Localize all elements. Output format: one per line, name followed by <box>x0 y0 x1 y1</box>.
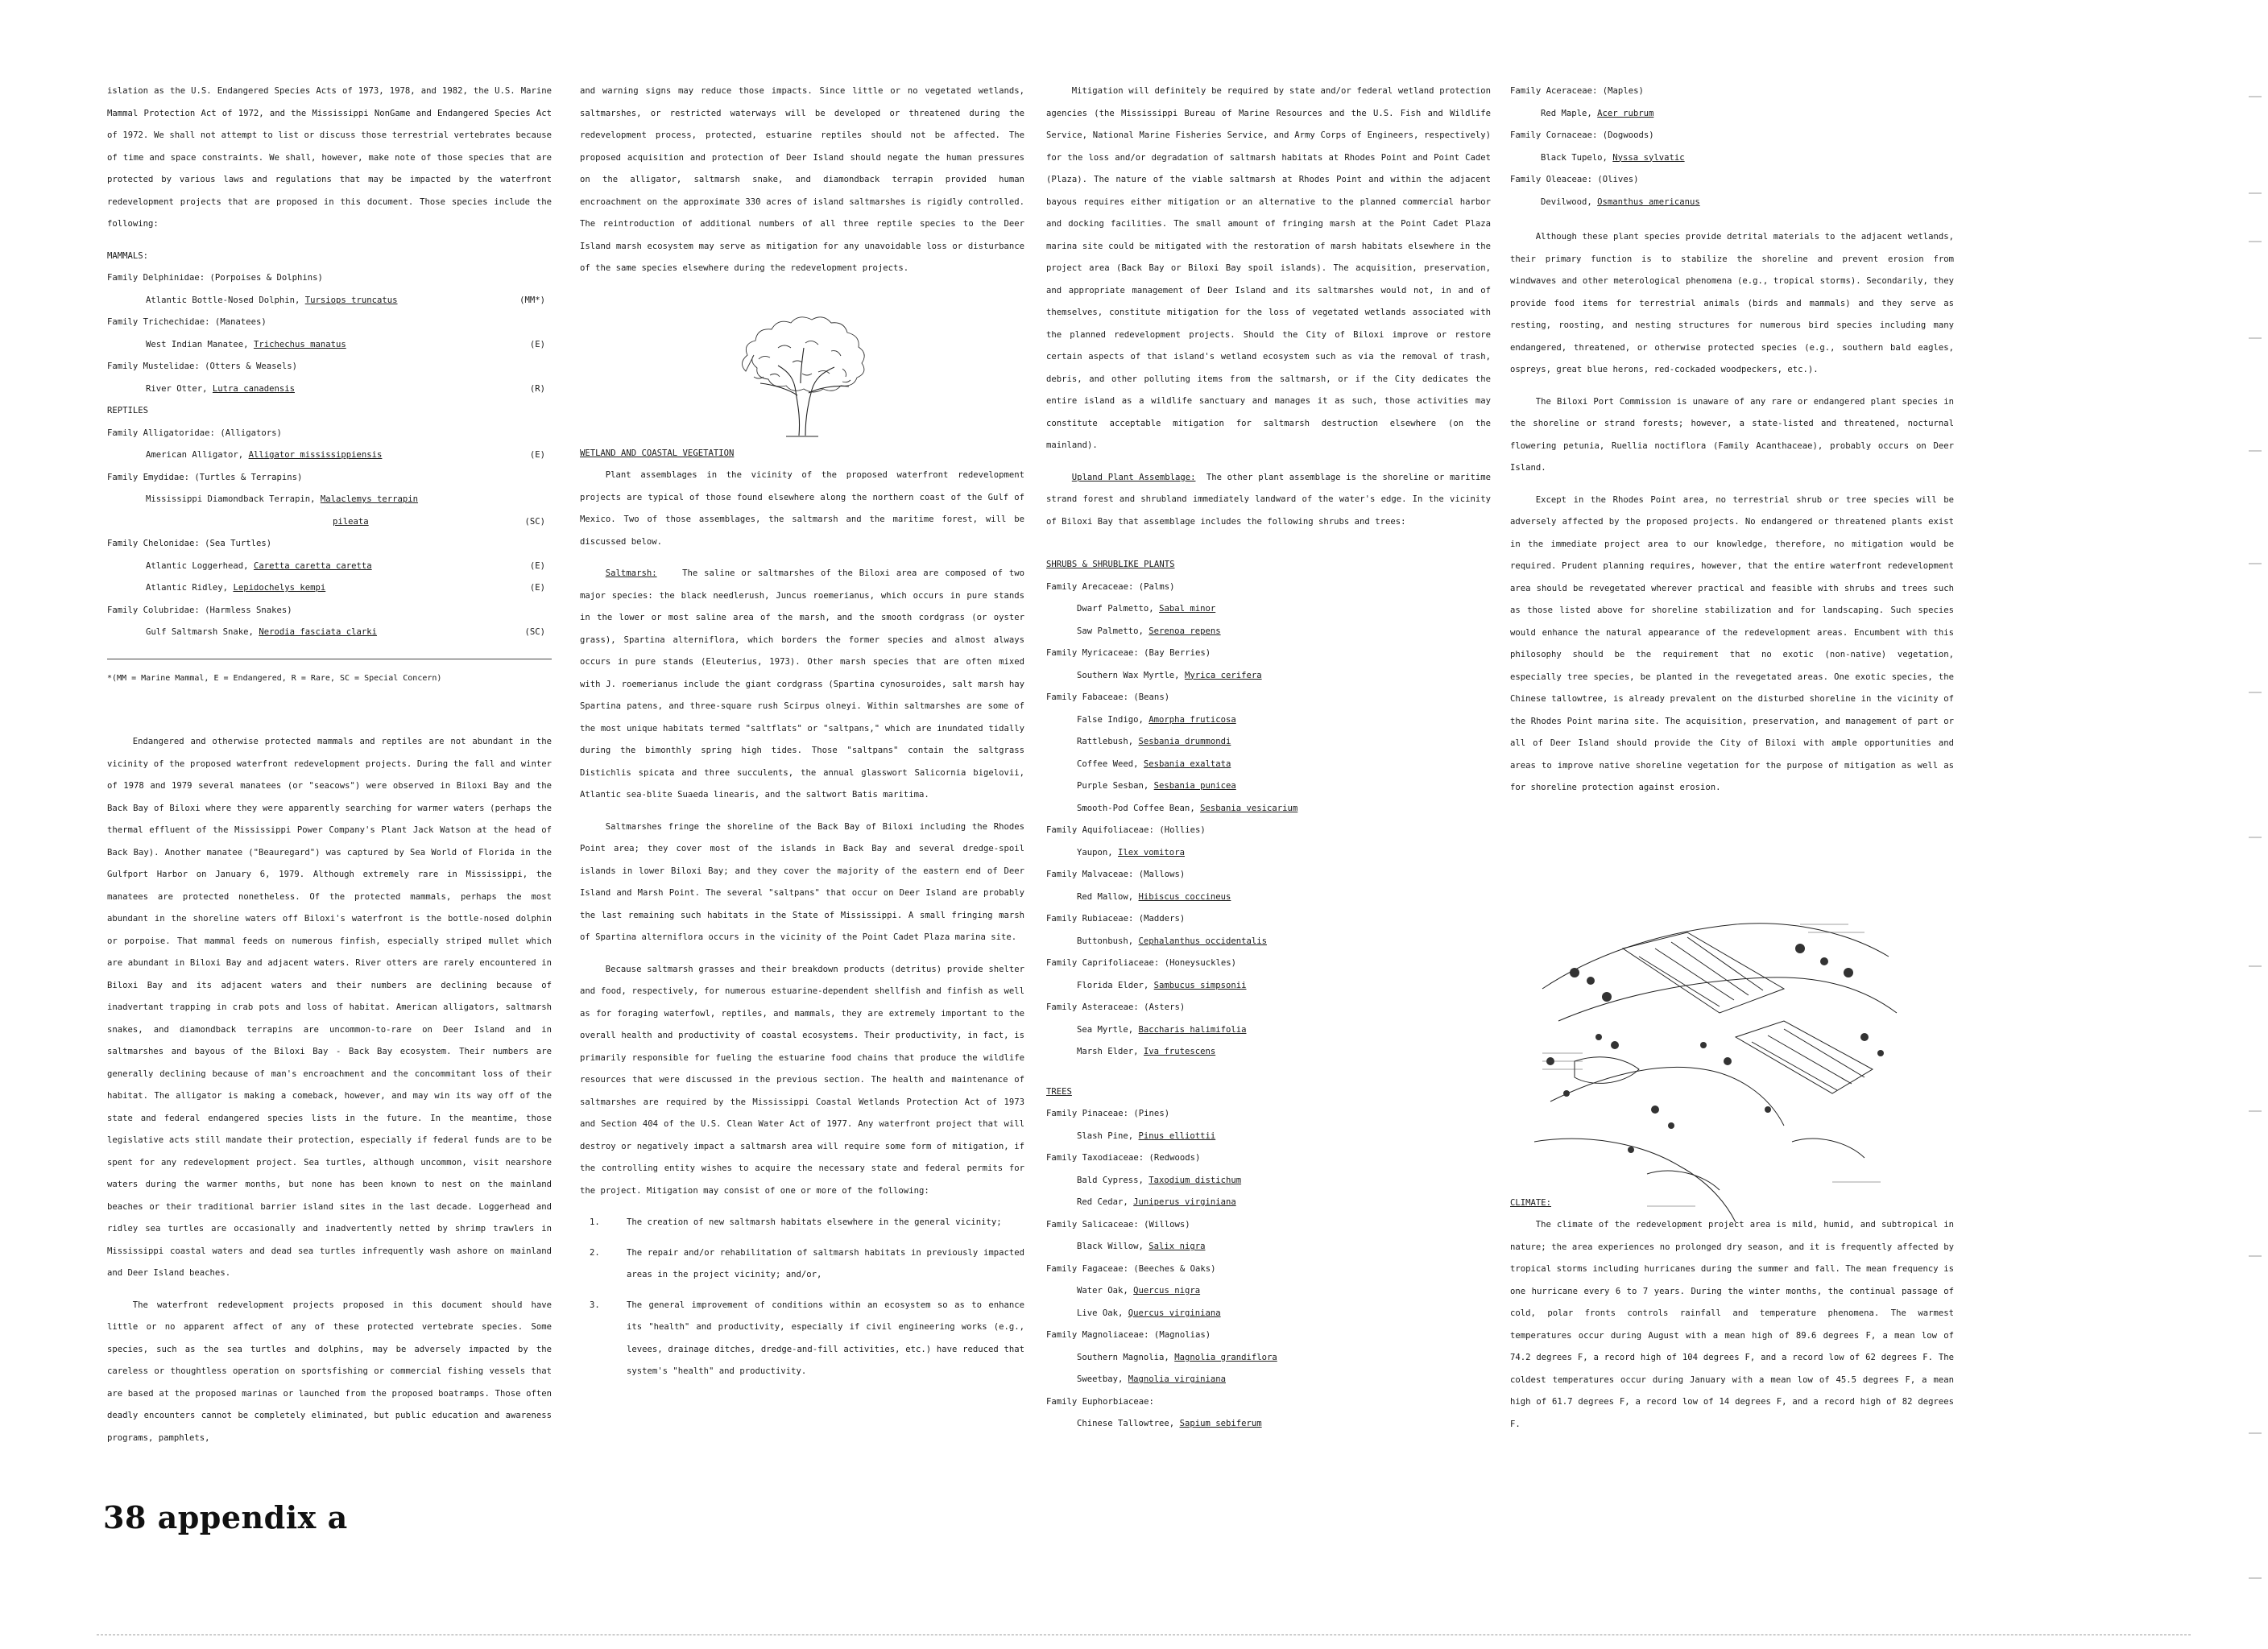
common-name: West Indian Manatee, <box>146 339 254 349</box>
scientific-name: Cephalanthus occidentalis <box>1138 936 1267 946</box>
family-name: Family Chelonidae: (Sea Turtles) <box>107 539 272 548</box>
common-name: Red Maple, <box>1541 108 1598 118</box>
body-paragraph: The climate of the redevelopment project area is mild, humid, and subtropical in nature; the area experiences no prolonged dry season, and it is frequently affected by tropical storms including hurricanes during the summer and fall. The mean frequency is one hurricane every 6 to 7 years. During the winter months, the continual passage of cold, polar fronts controls rainfall and temperature phenomena. The warmest temperatures occur during August with a mean high of 89.6 degrees F, a mean low of 74.2 degrees F, a record high of 104 degrees F, and a record low of 62 degrees F. The coldest temperatures occur during January with a mean low of 45.5 degrees F, a mean high of 61.7 degrees F, a record low of 14 degrees F, and a record high of 82 degrees F. <box>1510 1220 1954 1429</box>
list-item <box>580 1295 1024 1383</box>
page-label: 38 appendix a <box>103 1499 348 1535</box>
common-name: Devilwood, <box>1541 196 1598 207</box>
list-number: 2. <box>590 1247 600 1258</box>
body-paragraph: and warning signs may reduce those impacts. Since little or no vegetated wetlands, saltmarshes, or restricted waterways will be developed or threatened during the redevelopment process, protected, estuarine reptiles should not be affected. The proposed acquisition and protection of Deer Island should negate the human pressures on the alligator, saltmarsh snake, and diamondback terrapin provided human encroachment on the approximate 330 acres of island saltmarshes is rigidly controlled. The reintroduction of additional numbers of all three reptile species to the Deer Island marsh ecosystem may serve as mitigation for any unavoidable loss or disturbance of the same species elsewhere during the redevelopment projects. <box>580 86 1024 273</box>
family-name: Family Aquifoliaceae: (Hollies) <box>1046 825 1206 835</box>
reptiles-heading: REPTILES <box>107 406 149 415</box>
scientific-name: Myrica cerifera <box>1184 670 1262 680</box>
species-row <box>146 378 552 401</box>
common-name: Atlantic Ridley, <box>146 583 234 593</box>
plant-row <box>1077 1369 1491 1391</box>
body-paragraph: Endangered and otherwise protected mammals and reptiles are not abundant in the vicinity of the proposed waterfront redevelopment projects. During the fall and winter of 1978 and 1979 several manatees (or "seacows") were observed in Biloxi Bay and the Back Bay of Biloxi where they were apparently searching for warmer waters (perhaps the thermal effluent of the Mississippi Power Company's Plant Jack Watson at the head of Back Bay). Another manatee ("Beauregard") was captured by Sea World of Florida in the Gulfport Harbor on January 6, 1979. Although extremely rare in Mississippi, the manatees are protected nonetheless. Of the protected mammals, perhaps the most abundant in the shoreline waters off Biloxi's waterfront is the bottle-nosed dolphin or porpoise. That mammal feeds on numerous finfish, especially striped mullet which are abundant in Biloxi Bay and adjacent waters. River otters are rarely encountered in Biloxi Bay and its adjacent waters and their numbers are declining because of inadvertant trapping in crab pots and loss of habitat. American alligators, saltmarsh snakes, and diamondback terrapins are uncommon-to-rare on Deer Island and in saltmarshes and bayous of the Biloxi Bay - Back Bay ecosystem. Their numbers are generally declining because of man's encroachment and the concommitant loss of their habitat. The alligator is making a comeback, however, and may win its way off of the state and federal endangered species lists in the future. In the meantime, those legislative acts still mandate their protection, especially if federal funds are to be spent for any redevelopment project. Sea turtles, although uncommon, visit nearshore waters during the warmer months, but none has been known to nest on the mainland beaches or their traditional barrier island sites in the last decade. Loggerhead and ridley sea turtles are occasionally and inadvertently netted by shrimp trawlers in Mississippi coastal waters and dead sea turtles infrequently wash ashore on mainland and Deer Island beaches. <box>107 737 552 1278</box>
common-name: Purple Sesban, <box>1077 781 1154 791</box>
common-name: False Indigo, <box>1077 714 1149 725</box>
reptile-list <box>107 423 552 644</box>
common-name: Smooth-Pod Coffee Bean, <box>1077 803 1201 813</box>
scientific-name: Alligator mississippiensis <box>248 450 383 460</box>
plant-row <box>1077 1126 1491 1148</box>
scientific-name: Baccharis halimifolia <box>1138 1024 1247 1035</box>
scientific-name: Taxodium distichum <box>1148 1175 1242 1185</box>
intro-paragraph: islation as the U.S. Endangered Species Acts of 1973, 1978, and 1982, the U.S. Marine Mammal Protection Act of 1972, and the Mississippi NonGame and Endangered Species Act of 1972. We shall not attempt to list or discuss those terrestrial vertebrates because of time and space constraints. We shall, however, make note of those species that are protected by various laws and regulations that may be impacted by the waterfront redevelopment projects that are proposed in this document. Those species include the following: <box>107 86 552 229</box>
status-code: (E) <box>529 450 545 460</box>
family-name: Family Trichechidae: (Manatees) <box>107 317 267 327</box>
plant-row <box>1077 665 1491 688</box>
plant-row <box>1077 886 1491 909</box>
common-name: Marsh Elder, <box>1077 1047 1144 1056</box>
tree-list-continued <box>1510 81 1954 213</box>
species-row <box>146 290 552 312</box>
common-name: Buttonbush, <box>1077 936 1139 946</box>
body-paragraph: Mitigation will definitely be required by state and/or federal wetland protection agencies (the Mississippi Bureau of Marine Resources and the U.S. Fish and Wildlife Service, National Marine Fisheries Service, and Army Corps of Engineers, respectively) for the loss and/or degradation of saltmarsh habitats at Rhodes Point and Point Cadet (Plaza). The nature of the viable saltmarsh at Rhodes Point and within the adjacent bayous requires either mitigation or an alternative to the planned commercial harbor and docking facilities. The small amount of fringing marsh at the Point Cadet Plaza marina site could be mitigated with the restoration of marsh habitats elsewhere in the project area (Back Bay or Biloxi Bay spoil islands). The acquisition, preservation, and appropriate management of Deer Island and its saltmarshes would not, in and of themselves, constitute mitigation for the loss of vegetated wetlands associated with the planned redevelopment projects. Should the City of Biloxi improve or restore certain aspects of that island's wetland ecosystem such as via the removal of trash, debris, and other polluting items from the saltmarsh, or if the City dedicates the entire island as a wildlife sanctuary and manages it as such, those activities may constitute acceptable mitigation for saltmarsh destruction elsewhere (on the mainland). <box>1046 86 1491 450</box>
common-name: Mississippi Diamondback Terrapin, <box>146 494 321 504</box>
common-name: Dwarf Palmetto, <box>1077 604 1160 614</box>
scientific-name: Trichechus manatus <box>253 339 346 349</box>
status-code: (E) <box>529 583 545 593</box>
plant-row <box>1077 754 1491 776</box>
family-name: Family Taxodiaceae: (Redwoods) <box>1046 1153 1201 1163</box>
status-code: (MM*) <box>519 295 545 305</box>
body-paragraph <box>1046 467 1491 534</box>
family-name: Family Emydidae: (Turtles & Terrapins) <box>107 472 303 482</box>
common-name: Florida Elder, <box>1077 980 1154 990</box>
upland-label: Upland Plant Assemblage: <box>1071 472 1196 482</box>
family-name: Family Aceraceae: (Maples) <box>1510 86 1644 96</box>
status-code: (E) <box>529 339 545 349</box>
family-name: Family Cornaceae: (Dogwoods) <box>1510 130 1654 140</box>
trees-heading: TREES <box>1046 1086 1072 1097</box>
body-paragraph: Although these plant species provide detrital materials to the adjacent wetlands, their primary function is to stabilize the shoreline and prevent erosion from windwaves and other meterological phenomena (e.g., tropical storms). Secondarily, they provide food items for terrestrial animals (birds and mammals) and they serve as resting, roosting, and nesting structures for numerous bird species including many endangered, threatened, or otherwise protected species (e.g., southern bald eagles, ospreys, great blue herons, red-cockaded woodpeckers, etc.). <box>1510 232 1954 374</box>
family-name: Family Pinaceae: (Pines) <box>1046 1109 1170 1118</box>
species-row <box>146 444 552 467</box>
list-text: The creation of new saltmarsh habitats elsewhere in the general vicinity; <box>627 1217 1002 1227</box>
family-name: Family Magnoliaceae: (Magnolias) <box>1046 1330 1211 1340</box>
scientific-name: Sambucus simpsonii <box>1153 980 1247 990</box>
family-name: Family Rubiaceae: (Madders) <box>1046 914 1186 924</box>
scientific-name: Sapium sebiferum <box>1179 1419 1262 1428</box>
margin-registration-marks <box>2247 0 2263 1649</box>
common-name: Bald Cypress, <box>1077 1175 1149 1185</box>
common-name: Red Mallow, <box>1077 891 1139 902</box>
status-code: (SC) <box>524 627 545 637</box>
aerial-site-sketch <box>1526 900 1913 1222</box>
common-name: Black Tupelo, <box>1541 152 1613 163</box>
list-item <box>580 1242 1024 1287</box>
scientific-name: Quercus virginiana <box>1128 1308 1221 1318</box>
saltmarsh-text: The saline or saltmarshes of the Biloxi area are composed of two major species: the black needlerush, Juncus roemerianus, which occurs in pure stands in the lower or most saline area of the marsh, and the smooth cordgrass (or oyster grass), Spartina alterniflora, which borders the former species and almost always occurs in pure stands (Eleuterius, 1973). Other marsh species that are often mixed with J. roemerianus include the giant cordgrass (Spartina cynosuroides, salt marsh hay Spartina patens, and three-square rush Scirpus olneyi. Within saltmarshes are some of the most unique habitats termed "saltflats" or "saltpans," which are inundated tidally during the bimonthly spring high tides. Those "saltpans" contain the saltgrass Distichlis spicata and three succulents, the annual glasswort Salicornia bigelovii, Atlantic sea-blite Suaeda linearis, and the saltwort Batis maritima. <box>580 568 1024 800</box>
scientific-name: Nyssa sylvatic <box>1612 152 1685 163</box>
scan-edge-line <box>97 1635 2191 1636</box>
mitigation-list <box>580 1212 1024 1383</box>
climate-heading: CLIMATE: <box>1510 1197 1552 1208</box>
scientific-name: Iva frutescens <box>1143 1047 1216 1056</box>
family-name: Family Caprifoliaceae: (Honeysuckles) <box>1046 958 1236 968</box>
plant-row <box>1077 931 1491 953</box>
body-paragraph: Plant assemblages in the vicinity of the proposed waterfront redevelopment projects are typical of those found elsewhere along the northern coast of the Gulf of Mexico. Two of those assemblages, the saltmarsh and the maritime forest, will be discussed below. <box>580 470 1024 547</box>
common-name: Chinese Tallowtree, <box>1077 1419 1180 1428</box>
plant-row <box>1077 1041 1491 1064</box>
plant-row <box>1077 1347 1491 1370</box>
scientific-name: Sabal minor <box>1159 604 1216 614</box>
plant-row <box>1541 192 1954 214</box>
common-name: Southern Magnolia, <box>1077 1352 1175 1362</box>
body-paragraph: Because saltmarsh grasses and their breakdown products (detritus) provide shelter and food, respectively, for numerous estuarine-dependent shellfish and finfish as well as for foraging waterfowl, reptiles, and mammals, they are extremely important to the overall health and productivity of coastal ecosystems. Their productivity, in fact, is primarily responsible for fueling the estuarine food chains that produce the wildlife resources that were discussed in the previous section. The health and maintenance of saltmarshes are required by the Mississippi Coastal Wetlands Protection Act of 1973 and Section 404 of the U.S. Clean Water Act of 1977. Any waterfront project that will destroy or negatively impact a saltmarsh area will require some form of mitigation, if the controlling entity wishes to acquire the necessary state and federal permits for the project. Mitigation may consist of one or more of the following: <box>580 964 1024 1196</box>
scientific-name: Hibiscus coccineus <box>1138 891 1231 902</box>
plant-row <box>1541 103 1954 126</box>
plant-row <box>1077 1192 1491 1214</box>
list-item <box>580 1212 1024 1234</box>
mammals-heading: MAMMALS: <box>107 250 149 261</box>
scientific-name: Nerodia fasciata clarki <box>259 627 378 637</box>
family-name: Family Asteraceae: (Asters) <box>1046 1002 1186 1012</box>
common-name: American Alligator, <box>146 450 249 460</box>
status-code: (R) <box>529 383 545 394</box>
scientific-name: Quercus nigra <box>1133 1286 1201 1296</box>
common-name: Sweetbay, <box>1077 1374 1128 1384</box>
status-code: (SC) <box>524 516 545 527</box>
list-text: The repair and/or rehabilitation of saltmarsh habitats in previously impacted areas in the project vicinity; and/or, <box>627 1247 1024 1279</box>
common-name: Coffee Weed, <box>1077 758 1144 769</box>
plant-row <box>1077 775 1491 798</box>
plant-row <box>1077 1280 1491 1303</box>
mammal-list <box>107 267 552 400</box>
species-row <box>146 334 552 357</box>
species-row-continued <box>333 511 552 534</box>
family-name: Family Euphorbiaceae: <box>1046 1396 1154 1407</box>
list-number: 1. <box>590 1217 600 1227</box>
common-name: Yaupon, <box>1077 847 1119 858</box>
plant-row <box>1077 1019 1491 1042</box>
family-name: Family Fabaceae: (Beans) <box>1046 692 1170 702</box>
scientific-name: Sesbania punicea <box>1153 781 1236 791</box>
scientific-name: Sesbania exaltata <box>1143 758 1231 769</box>
species-row <box>146 577 552 600</box>
plant-row <box>1077 1303 1491 1325</box>
common-name: Water Oak, <box>1077 1286 1134 1296</box>
scientific-name: pileata <box>333 516 369 527</box>
common-name: Red Cedar, <box>1077 1197 1134 1207</box>
scientific-name: Magnolia virginiana <box>1128 1374 1226 1384</box>
scientific-name: Pinus elliottii <box>1138 1130 1216 1141</box>
common-name: Saw Palmetto, <box>1077 626 1149 636</box>
scientific-name: Lepidochelys kempi <box>233 583 326 593</box>
family-name: Family Alligatoridae: (Alligators) <box>107 428 282 438</box>
family-name: Family Malvaceae: (Mallows) <box>1046 870 1186 879</box>
scientific-name: Sesbania drummondi <box>1138 737 1231 746</box>
common-name: Southern Wax Myrtle, <box>1077 670 1185 680</box>
family-name: Family Colubridae: (Harmless Snakes) <box>107 605 292 615</box>
plant-row <box>1077 621 1491 643</box>
species-row <box>146 489 552 511</box>
body-paragraph: The Biloxi Port Commission is unaware of any rare or endangered plant species in the shoreline or strand forests; however, a state-listed and threatened, nocturnal flowering petunia, Ruellia noctiflora (Family Acanthaceae), probably occurs on Deer Island. <box>1510 396 1954 473</box>
family-name: Family Delphinidae: (Porpoises & Dolphins) <box>107 273 323 283</box>
column-1 <box>107 81 552 1459</box>
shrubs-heading: SHRUBS & SHRUBLIKE PLANTS <box>1046 560 1175 569</box>
tree-list <box>1046 1103 1491 1436</box>
common-name: River Otter, <box>146 383 213 394</box>
plant-row <box>1077 1236 1491 1258</box>
body-paragraph: Saltmarshes fringe the shoreline of the Back Bay of Biloxi including the Rhodes Point area; they cover most of the islands in Back Bay and several dredge-spoil islands in lower Biloxi Bay; and they cover the majority of the eastern end of Deer Island and Marsh Point. The several "saltpans" that occur on Deer Island are probably the last remaining such habitats in the State of Mississippi. A small fringing marsh of Spartina alterniflora occurs in the vicinity of the Point Cadet Plaza marina site. <box>580 821 1024 942</box>
body-paragraph: The waterfront redevelopment projects proposed in this document should have little or no apparent affect of any of these protected vertebrate species. Some species, such as the sea turtles and dolphins, may be adversely impacted by the careless or thoughtless operation on sportsfishing or commercial fishing vessels that are based at the proposed marinas or launched from the proposed boatramps. Those often deadly encounters cannot be completely eliminated, but public education and awareness programs, pamphlets, <box>107 1300 552 1443</box>
family-name: Family Mustelidae: (Otters & Weasels) <box>107 362 297 371</box>
family-name: Family Fagaceae: (Beeches & Oaks) <box>1046 1263 1216 1274</box>
common-name: Gulf Saltmarsh Snake, <box>146 627 259 637</box>
body-paragraph <box>580 563 1024 807</box>
species-row <box>146 556 552 578</box>
upland-text: The other plant assemblage is the shoreline or maritime strand forest and shrubland immediately landward of the water's edge. In the vicinity of Biloxi Bay that assemblage includes the following shrubs and trees: <box>1046 472 1491 527</box>
family-name: Family Arecaceae: (Palms) <box>1046 581 1175 592</box>
scientific-name: Osmanthus americanus <box>1597 196 1700 207</box>
status-code: (E) <box>529 560 545 571</box>
common-name: Slash Pine, <box>1077 1130 1139 1141</box>
shrub-list <box>1046 577 1491 1064</box>
footnote: *(MM = Marine Mammal, E = Endangered, R = Rare, SC = Special Concern) <box>107 673 442 683</box>
family-name: Family Salicaceae: (Willows) <box>1046 1219 1190 1230</box>
scientific-name: Tursiops truncatus <box>304 295 398 305</box>
scientific-name: Ilex vomitora <box>1118 847 1185 858</box>
common-name: Black Willow, <box>1077 1242 1149 1251</box>
column-3 <box>1046 81 1491 1436</box>
list-text: The general improvement of conditions within an ecosystem so as to enhance its "health" and productivity, especially if civil engineering works (e.g., levees, drainage ditches, dredge-and-fill activities, etc.) have reduced that system's "health" and productivity. <box>627 1300 1024 1376</box>
plant-row <box>1077 842 1491 865</box>
plant-row <box>1077 598 1491 621</box>
scientific-name: Caretta caretta caretta <box>253 560 372 571</box>
common-name: Live Oak, <box>1077 1308 1128 1318</box>
column-2 <box>580 81 1024 1391</box>
common-name: Sea Myrtle, <box>1077 1024 1139 1035</box>
body-paragraph: Except in the Rhodes Point area, no terrestrial shrub or tree species will be adversely affected by the proposed projects. No endangered or threatened plants exist in the immediate project area to our knowledge, therefore, no mitigation would be required. Prudent planning requires, however, that the entire waterfront redevelopment area should be revegetated wherever practical and feasible with shrubs and trees such as those listed above for shoreline stabilization and for landscaping. Such species would enhance the natural appearance of the redevelopment areas. Encumbent with this philosophy should be the requirement that no exotic (non-native) vegetation, especially tree species, be planted in the revegetated areas. One exotic species, the Chinese tallowtree, is already prevalent on the disturbed shoreline in the vicinity of the Rhodes Point marina site. The acquisition, preservation, and management of part or all of Deer Island should provide the City of Biloxi with ample opportunities and areas to improve native shoreline vegetation for the purpose of mitigation as well as for shoreline protection against erosion. <box>1510 494 1954 792</box>
plant-row <box>1077 1170 1491 1192</box>
species-row <box>146 622 552 644</box>
scientific-name: Salix nigra <box>1148 1242 1206 1251</box>
live-oak-tree-illustration <box>722 295 883 440</box>
column-4 <box>1510 81 1954 1445</box>
scientific-name: Magnolia grandiflora <box>1174 1352 1277 1362</box>
common-name: Atlantic Loggerhead, <box>146 560 254 571</box>
plant-row <box>1077 1413 1491 1436</box>
family-name: Family Oleaceae: (Olives) <box>1510 175 1639 184</box>
common-name: Atlantic Bottle-Nosed Dolphin, <box>146 295 305 305</box>
saltmarsh-label: Saltmarsh: <box>605 568 657 578</box>
scientific-name: Malaclemys terrapin <box>320 494 419 504</box>
scientific-name: Amorpha fruticosa <box>1148 714 1236 725</box>
scientific-name: Serenoa repens <box>1148 626 1221 636</box>
scientific-name: Acer rubrum <box>1597 108 1654 118</box>
scientific-name: Sesbania vesicarium <box>1200 803 1298 813</box>
plant-row <box>1077 975 1491 998</box>
scientific-name: Juniperus virginiana <box>1133 1197 1236 1207</box>
plant-row <box>1541 147 1954 170</box>
common-name: Rattlebush, <box>1077 737 1139 746</box>
plant-row <box>1077 731 1491 754</box>
wetland-heading: WETLAND AND COASTAL VEGETATION <box>580 448 735 458</box>
list-number: 3. <box>590 1300 600 1310</box>
scientific-name: Lutra canadensis <box>212 383 295 394</box>
plant-row <box>1077 798 1491 820</box>
family-name: Family Myricaceae: (Bay Berries) <box>1046 648 1211 658</box>
plant-row <box>1077 709 1491 732</box>
